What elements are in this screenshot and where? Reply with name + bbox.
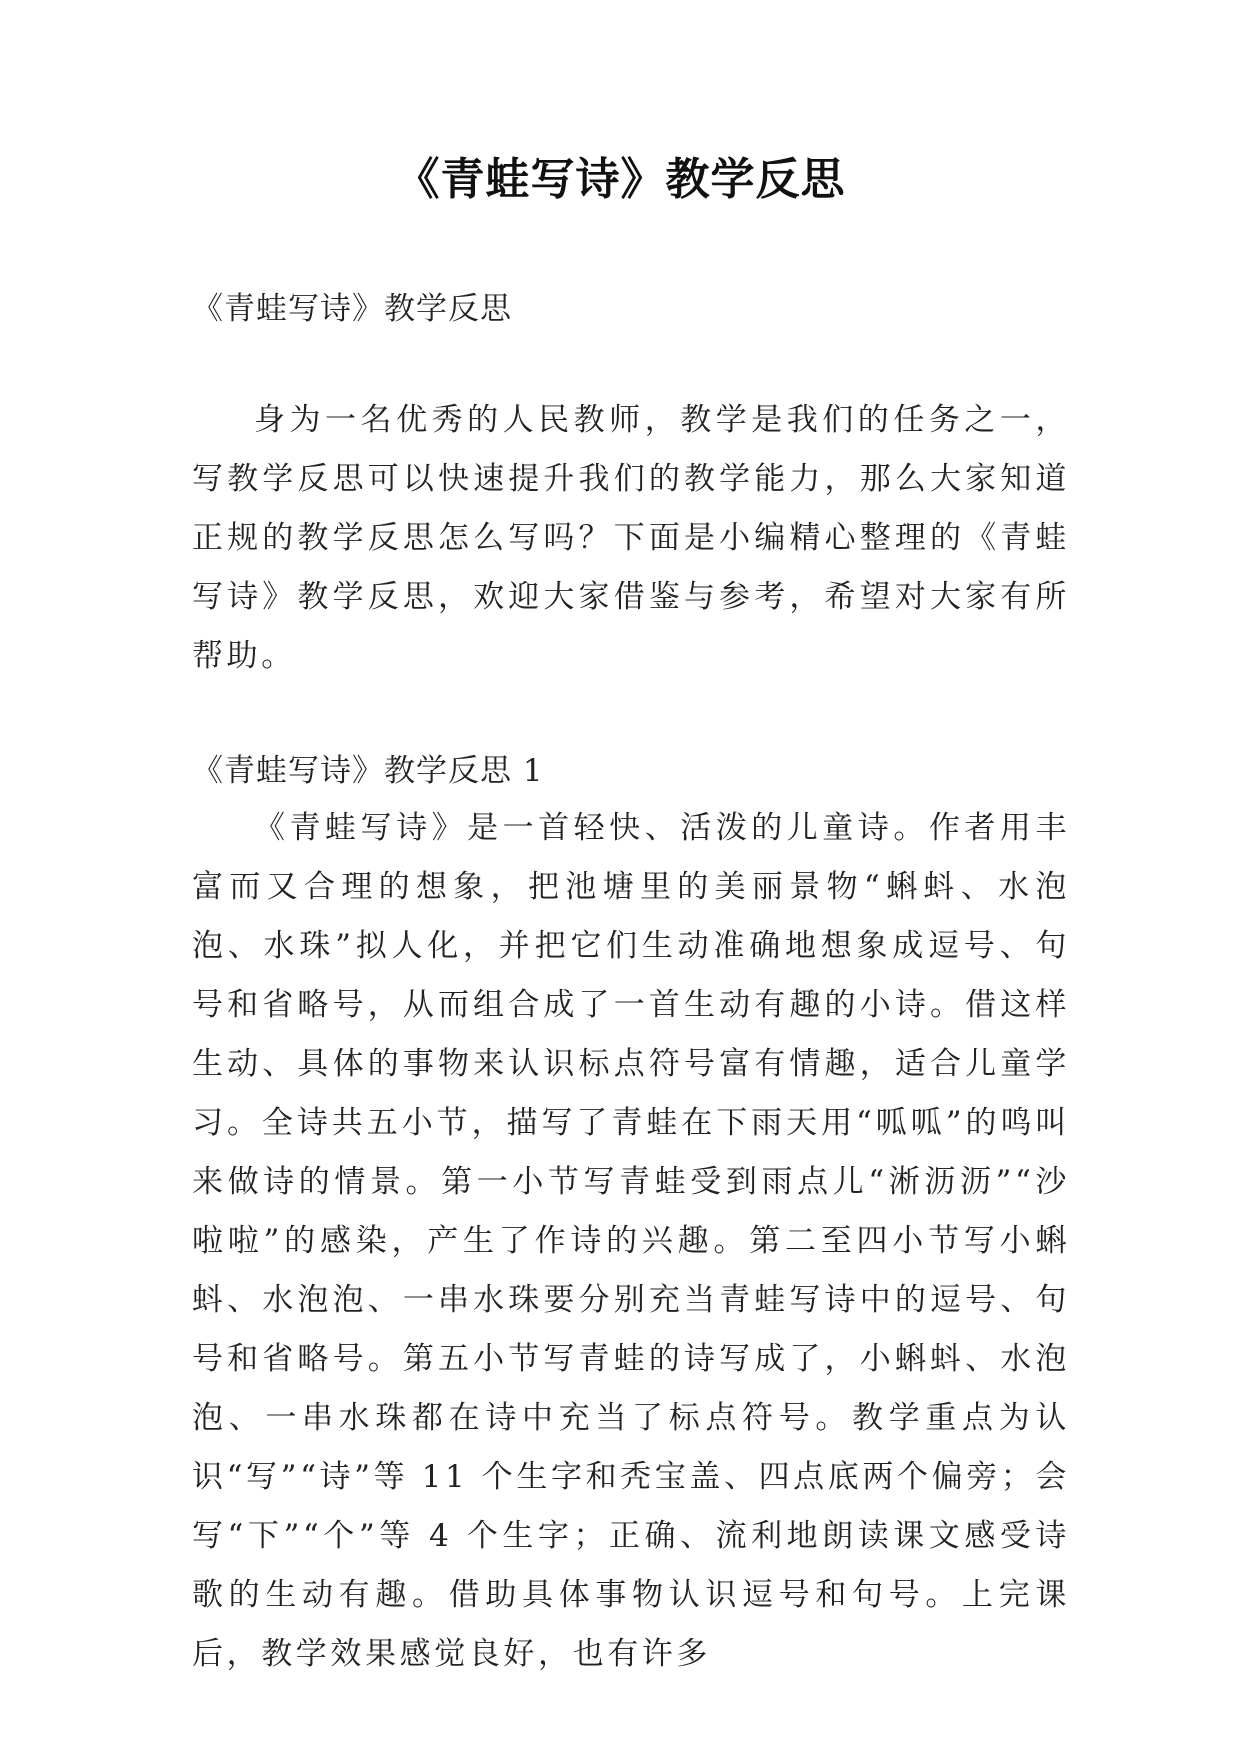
section-paragraph: 《青蛙写诗》是一首轻快、活泼的儿童诗。作者用丰富而又合理的想象，把池塘里的美丽景物“蝌蚪、水泡泡、水珠”拟人化，并把它们生动准确地想象成逗号、句号和省略号，从而组合成了一首生动有趣的小诗。借这样生动、具体的事物来认识标点符号富有情趣，适合儿童学习。全诗共五小节，描写了青蛙在下雨天用“呱呱”的鸣叫来做诗的情景。第一小节写青蛙受到雨点儿“淅沥沥”“沙啦啦”的感染，产生了作诗的兴趣。第二至四小节写小蝌蚪、水泡泡、一串水珠要分别充当青蛙写诗中的逗号、句号和省略号。第五小节写青蛙的诗写成了，小蝌蚪、水泡泡、一串水珠都在诗中充当了标点符号。教学重点为认识“写”“诗”等 11 个生字和秃宝盖、四点底两个偏旁；会写“下”“个”等 4 个生字；正确、流利地朗读课文感受诗歌的生动有趣。借助具体事物认识逗号和句号。上完课后，教学效果感觉良好，也有许多 (192, 810, 1070, 1672)
document-subtitle: 《青蛙写诗》教学反思 (192, 291, 512, 327)
document-body (192, 286, 1070, 1684)
intro-paragraph: 身为一名优秀的人民教师，教学是我们的任务之一，写教学反思可以快速提升我们的教学能力，那么大家知道正规的教学反思怎么写吗？下面是小编精心整理的《青蛙写诗》教学反思，欢迎大家借鉴与参考，希望对大家有所帮助。 (192, 402, 1070, 674)
document-title: 《青蛙写诗》教学反思 (395, 154, 846, 205)
section-heading: 《青蛙写诗》教学反思 1 (192, 753, 544, 789)
